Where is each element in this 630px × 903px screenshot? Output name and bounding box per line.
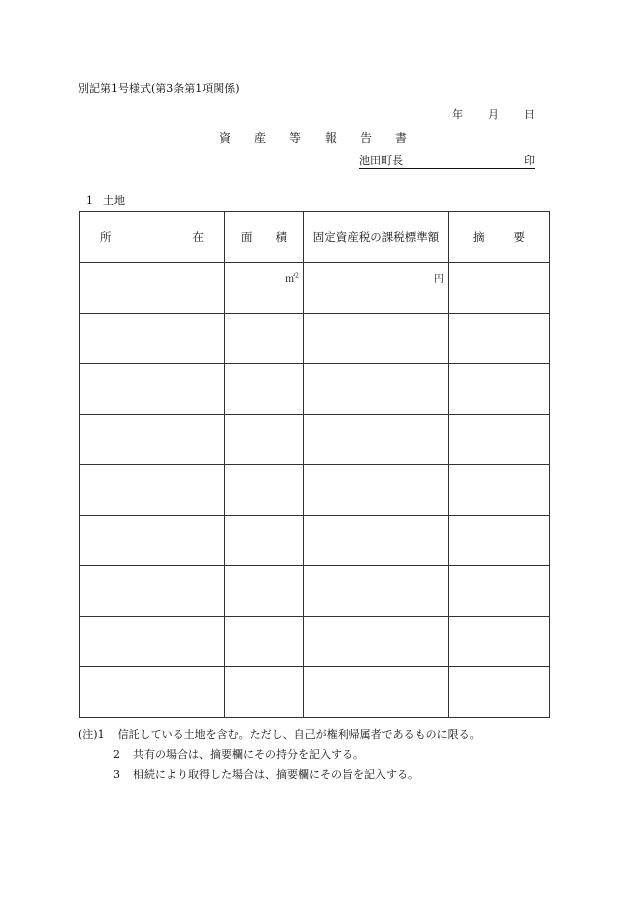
tax-value-cell[interactable] [304, 364, 449, 415]
area-cell[interactable] [225, 364, 304, 415]
note-prefix: (注) [78, 728, 98, 741]
land-table [79, 211, 550, 718]
date-month: 月 [488, 108, 499, 121]
header-location: 所 在 [80, 212, 225, 263]
tax-value-cell[interactable] [304, 566, 449, 617]
table-row [80, 465, 550, 516]
location-cell[interactable] [80, 515, 225, 566]
remarks-cell[interactable] [449, 515, 550, 566]
tax-unit: 円 [434, 274, 444, 285]
note-text: 信託している土地を含む。ただし、自己が権利帰属者であるものに限る。 [117, 728, 481, 741]
table-row [80, 263, 550, 314]
area-cell[interactable] [225, 566, 304, 617]
table-body [80, 263, 550, 718]
tax-value-cell[interactable] [304, 414, 449, 465]
location-cell[interactable] [80, 364, 225, 415]
section-label: 土地 [103, 194, 125, 207]
remarks-cell[interactable] [449, 616, 550, 667]
area-cell[interactable] [225, 616, 304, 667]
title-char: 資 [219, 131, 232, 145]
area-cell[interactable] [225, 465, 304, 516]
remarks-cell[interactable] [449, 313, 550, 364]
area-cell[interactable] [225, 667, 304, 718]
table-row [80, 414, 550, 465]
remarks-cell[interactable] [449, 414, 550, 465]
note-2 [113, 746, 364, 762]
tax-value-cell[interactable] [304, 313, 449, 364]
table-header-row [80, 212, 550, 263]
remarks-cell[interactable] [449, 263, 550, 314]
date-day: 日 [524, 108, 535, 121]
remarks-cell[interactable] [449, 364, 550, 415]
note-1 [78, 726, 481, 742]
location-cell[interactable] [80, 616, 225, 667]
note-number: 3 [113, 768, 120, 781]
table-row [80, 667, 550, 718]
header-area: 面 積 [225, 212, 304, 263]
table-row [80, 313, 550, 364]
note-text: 共有の場合は、摘要欄にその持分を記入する。 [133, 748, 364, 761]
seal-mark: 印 [524, 154, 535, 167]
addressee-line [359, 152, 535, 169]
location-cell[interactable] [80, 414, 225, 465]
remarks-cell[interactable] [449, 667, 550, 718]
remarks-cell[interactable] [449, 566, 550, 617]
location-cell[interactable] [80, 313, 225, 364]
location-cell[interactable] [80, 667, 225, 718]
title-char: 告 [360, 131, 373, 145]
title-char: 書 [395, 131, 408, 145]
date-year: 年 [452, 108, 463, 121]
table-row [80, 566, 550, 617]
area-cell[interactable] [225, 414, 304, 465]
table-row [80, 515, 550, 566]
note-number: 2 [113, 748, 120, 761]
table-row [80, 616, 550, 667]
area-cell[interactable] [225, 263, 304, 314]
area-unit: ㎡$^2$ [285, 272, 299, 285]
tax-value-cell[interactable] [304, 263, 449, 314]
area-cell[interactable] [225, 515, 304, 566]
form-reference: 別記第1号様式(第3条第1項関係) [78, 82, 240, 95]
tax-value-cell[interactable] [304, 465, 449, 516]
location-cell[interactable] [80, 465, 225, 516]
tax-value-cell[interactable] [304, 616, 449, 667]
tax-value-cell[interactable] [304, 667, 449, 718]
location-cell[interactable] [80, 566, 225, 617]
title-char: 報 [325, 131, 338, 145]
addressee-label: 池田町長 [359, 154, 403, 167]
note-3 [113, 766, 419, 782]
table-row [80, 364, 550, 415]
remarks-cell[interactable] [449, 465, 550, 516]
note-number: 1 [97, 728, 105, 741]
tax-value-cell[interactable] [304, 515, 449, 566]
title-char: 等 [289, 131, 302, 145]
note-text: 相続により取得した場合は、摘要欄にその旨を記入する。 [133, 768, 419, 781]
area-unit-sup: 2 [295, 272, 299, 280]
section-heading [86, 192, 135, 208]
header-tax-value: 固定資産税の課税標準額 [304, 212, 449, 263]
header-remarks: 摘 要 [449, 212, 550, 263]
location-cell[interactable] [80, 263, 225, 314]
title-char: 産 [254, 131, 267, 145]
section-number: 1 [86, 194, 93, 207]
area-cell[interactable] [225, 313, 304, 364]
